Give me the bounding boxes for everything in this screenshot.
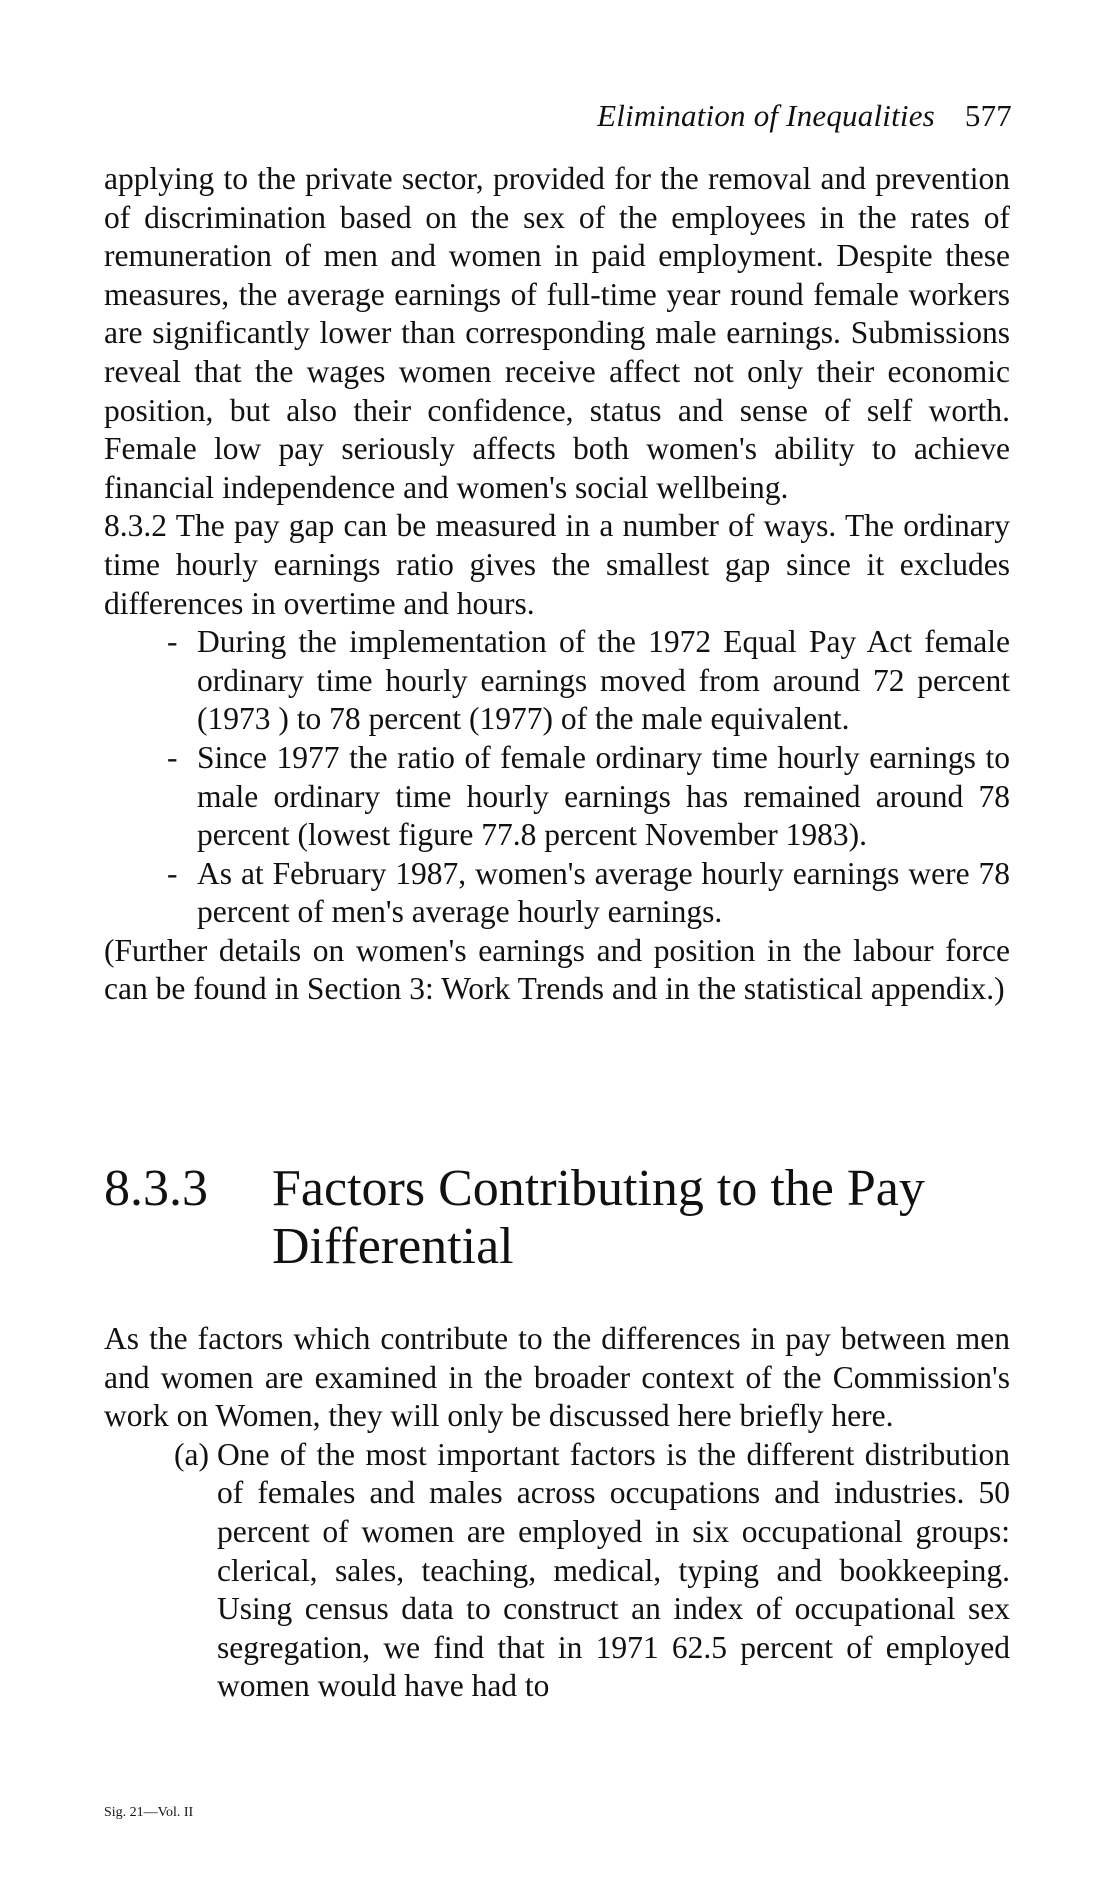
signature-mark: Sig. 21—Vol. II: [104, 1805, 194, 1820]
bullet-item: [167, 855, 1010, 932]
intro-paragraph: applying to the private sector, provided for the removal and prevention of discrimination based on the sex of the employees in the rates of remuneration of men and women in paid employment. Despite these measures, the average earnings of full-time year round female workers are significantly lower than corresponding male earnings. Submissions reveal that the wages women receive affect not only their economic position, but also their confidence, status and sense of self worth. Female low pay seriously affects both women's ability to achieve financial independence and women's social wellbeing.: [104, 161, 1010, 505]
bullet-item: [167, 623, 1010, 739]
bullet-text: Since 1977 the ratio of female ordinary time hourly earnings to male ordinary time hourly earnings has remained around 78 percent (lowest figure 77.8 percent November 1983).: [197, 739, 1010, 853]
section-title: Factors Contributing to the Pay Differential: [272, 1160, 925, 1275]
bullet-text: During the implementation of the 1972 Equal Pay Act female ordinary time hourly earnings moved from around 72 percent (1973 ) to 78 percent (1977) of the male equivalent.: [197, 624, 1010, 737]
page-number: 577: [964, 98, 1012, 133]
running-head-title: Elimination of Inequalities: [597, 98, 935, 133]
paragraph-8-3-2: 8.3.2 The pay gap can be measured in a number of ways. The ordinary time hourly earnings ratio gives the smallest gap since it excludes differences in overtime and hours.: [104, 508, 1010, 621]
further-details-paragraph: (Further details on women's earnings and position in the labour force can be found in Section 3: Work Trends and in the statistical appendix.): [104, 932, 1010, 1007]
bullet-text: As at February 1987, women's average hourly earnings were 78 percent of men's average hourly earnings.: [197, 855, 1010, 930]
body-text-bottom: [104, 1320, 1010, 1706]
section-intro-paragraph: As the factors which contribute to the differences in pay between men and women are examined in the broader context of the Commission's work on Women, they will only be discussed here briefly here.: [104, 1321, 1010, 1434]
body-text-top: [104, 160, 1010, 1009]
section-number: 8.3.3: [104, 1160, 208, 1217]
bullet-item: [167, 739, 1010, 855]
item-a-text: One of the most important factors is the different distribution of females and males across occupations and industries. 50 percent of women are employed in six occupational groups: clerical, sales, teaching, medical, typing and bookkeeping. Using census data to construct an index of occupational sex segregation, we find that in 1971 62.5 percent of employed women would have had to: [217, 1436, 1010, 1704]
item-a-marker: (a): [174, 1436, 209, 1472]
bullet-list: [104, 623, 1010, 932]
bullet-dash: -: [167, 855, 178, 891]
list-item-a: [104, 1436, 1010, 1706]
bullet-dash: -: [167, 624, 178, 660]
running-head: [597, 96, 1012, 136]
bullet-dash: -: [167, 739, 178, 775]
